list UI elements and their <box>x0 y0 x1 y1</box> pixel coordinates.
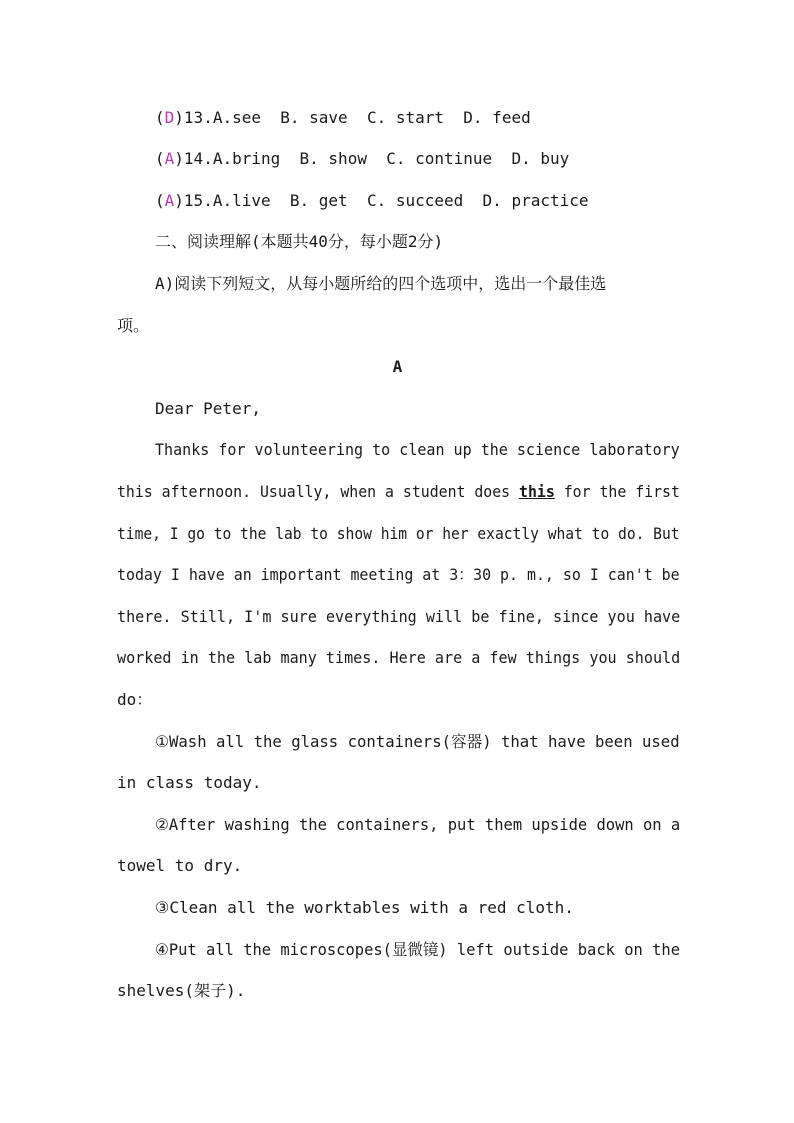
passage-title: A <box>392 357 403 376</box>
question-number: 15. <box>183 191 213 210</box>
question-number: 14. <box>183 149 213 168</box>
answer-key: A <box>164 149 175 168</box>
paragraph-line: worked in the lab many times. Here are a few things you should <box>117 648 681 667</box>
text-segment: for the first <box>554 482 680 501</box>
answer-key: A <box>164 191 175 210</box>
list-item-4-cont: shelves(架子). <box>117 981 246 1000</box>
list-item-1-cont: in class today. <box>117 773 262 792</box>
paragraph-line: today I have an important meeting at 3：30 p. m., so I can't be <box>117 565 680 584</box>
question-options: A.live B. get C. succeed D. practice <box>212 191 589 210</box>
question-13: (D)13.A.see B. save C. start D. feed <box>155 108 531 127</box>
paragraph-line: time, I go to the lab to show him or her exactly what to do. But <box>117 524 680 543</box>
paragraph-line: there. Still, I'm sure everything will be fine, since you have <box>117 607 681 626</box>
letter-greeting: Dear Peter, <box>155 399 261 418</box>
underlined-keyword: this <box>519 482 555 501</box>
question-15: (A)15.A.live B. get C. succeed D. practice <box>155 191 589 210</box>
question-options: A.bring B. show C. continue D. buy <box>212 149 570 168</box>
instruction-line-2: 项。 <box>117 316 150 335</box>
list-item-2-cont: towel to dry. <box>117 856 243 875</box>
text-segment: this afternoon. Usually, when a student does <box>117 482 520 501</box>
answer-key: D <box>164 108 175 127</box>
section-heading: 二、阅读理解(本题共40分，每小题2分) <box>155 232 444 251</box>
list-item-3: ③Clean all the worktables with a red cloth. <box>155 898 574 917</box>
question-14: (A)14.A.bring B. show C. continue D. buy <box>155 149 570 168</box>
list-item-1: ①Wash all the glass containers(容器) that have been used <box>155 732 680 751</box>
paragraph-line: do： <box>117 690 153 709</box>
question-number: 13. <box>183 108 213 127</box>
instruction-line-1: A)阅读下列短文，从每小题所给的四个选项中，选出一个最佳选 <box>155 274 607 293</box>
question-options: A.see B. save C. start D. feed <box>212 108 531 127</box>
paragraph-line <box>117 481 680 503</box>
list-item-2: ②After washing the containers, put them upside down on a <box>155 815 681 834</box>
list-item-4: ④Put all the microscopes(显微镜) left outside back on the <box>155 940 681 959</box>
paragraph-line: Thanks for volunteering to clean up the science laboratory <box>155 440 680 459</box>
